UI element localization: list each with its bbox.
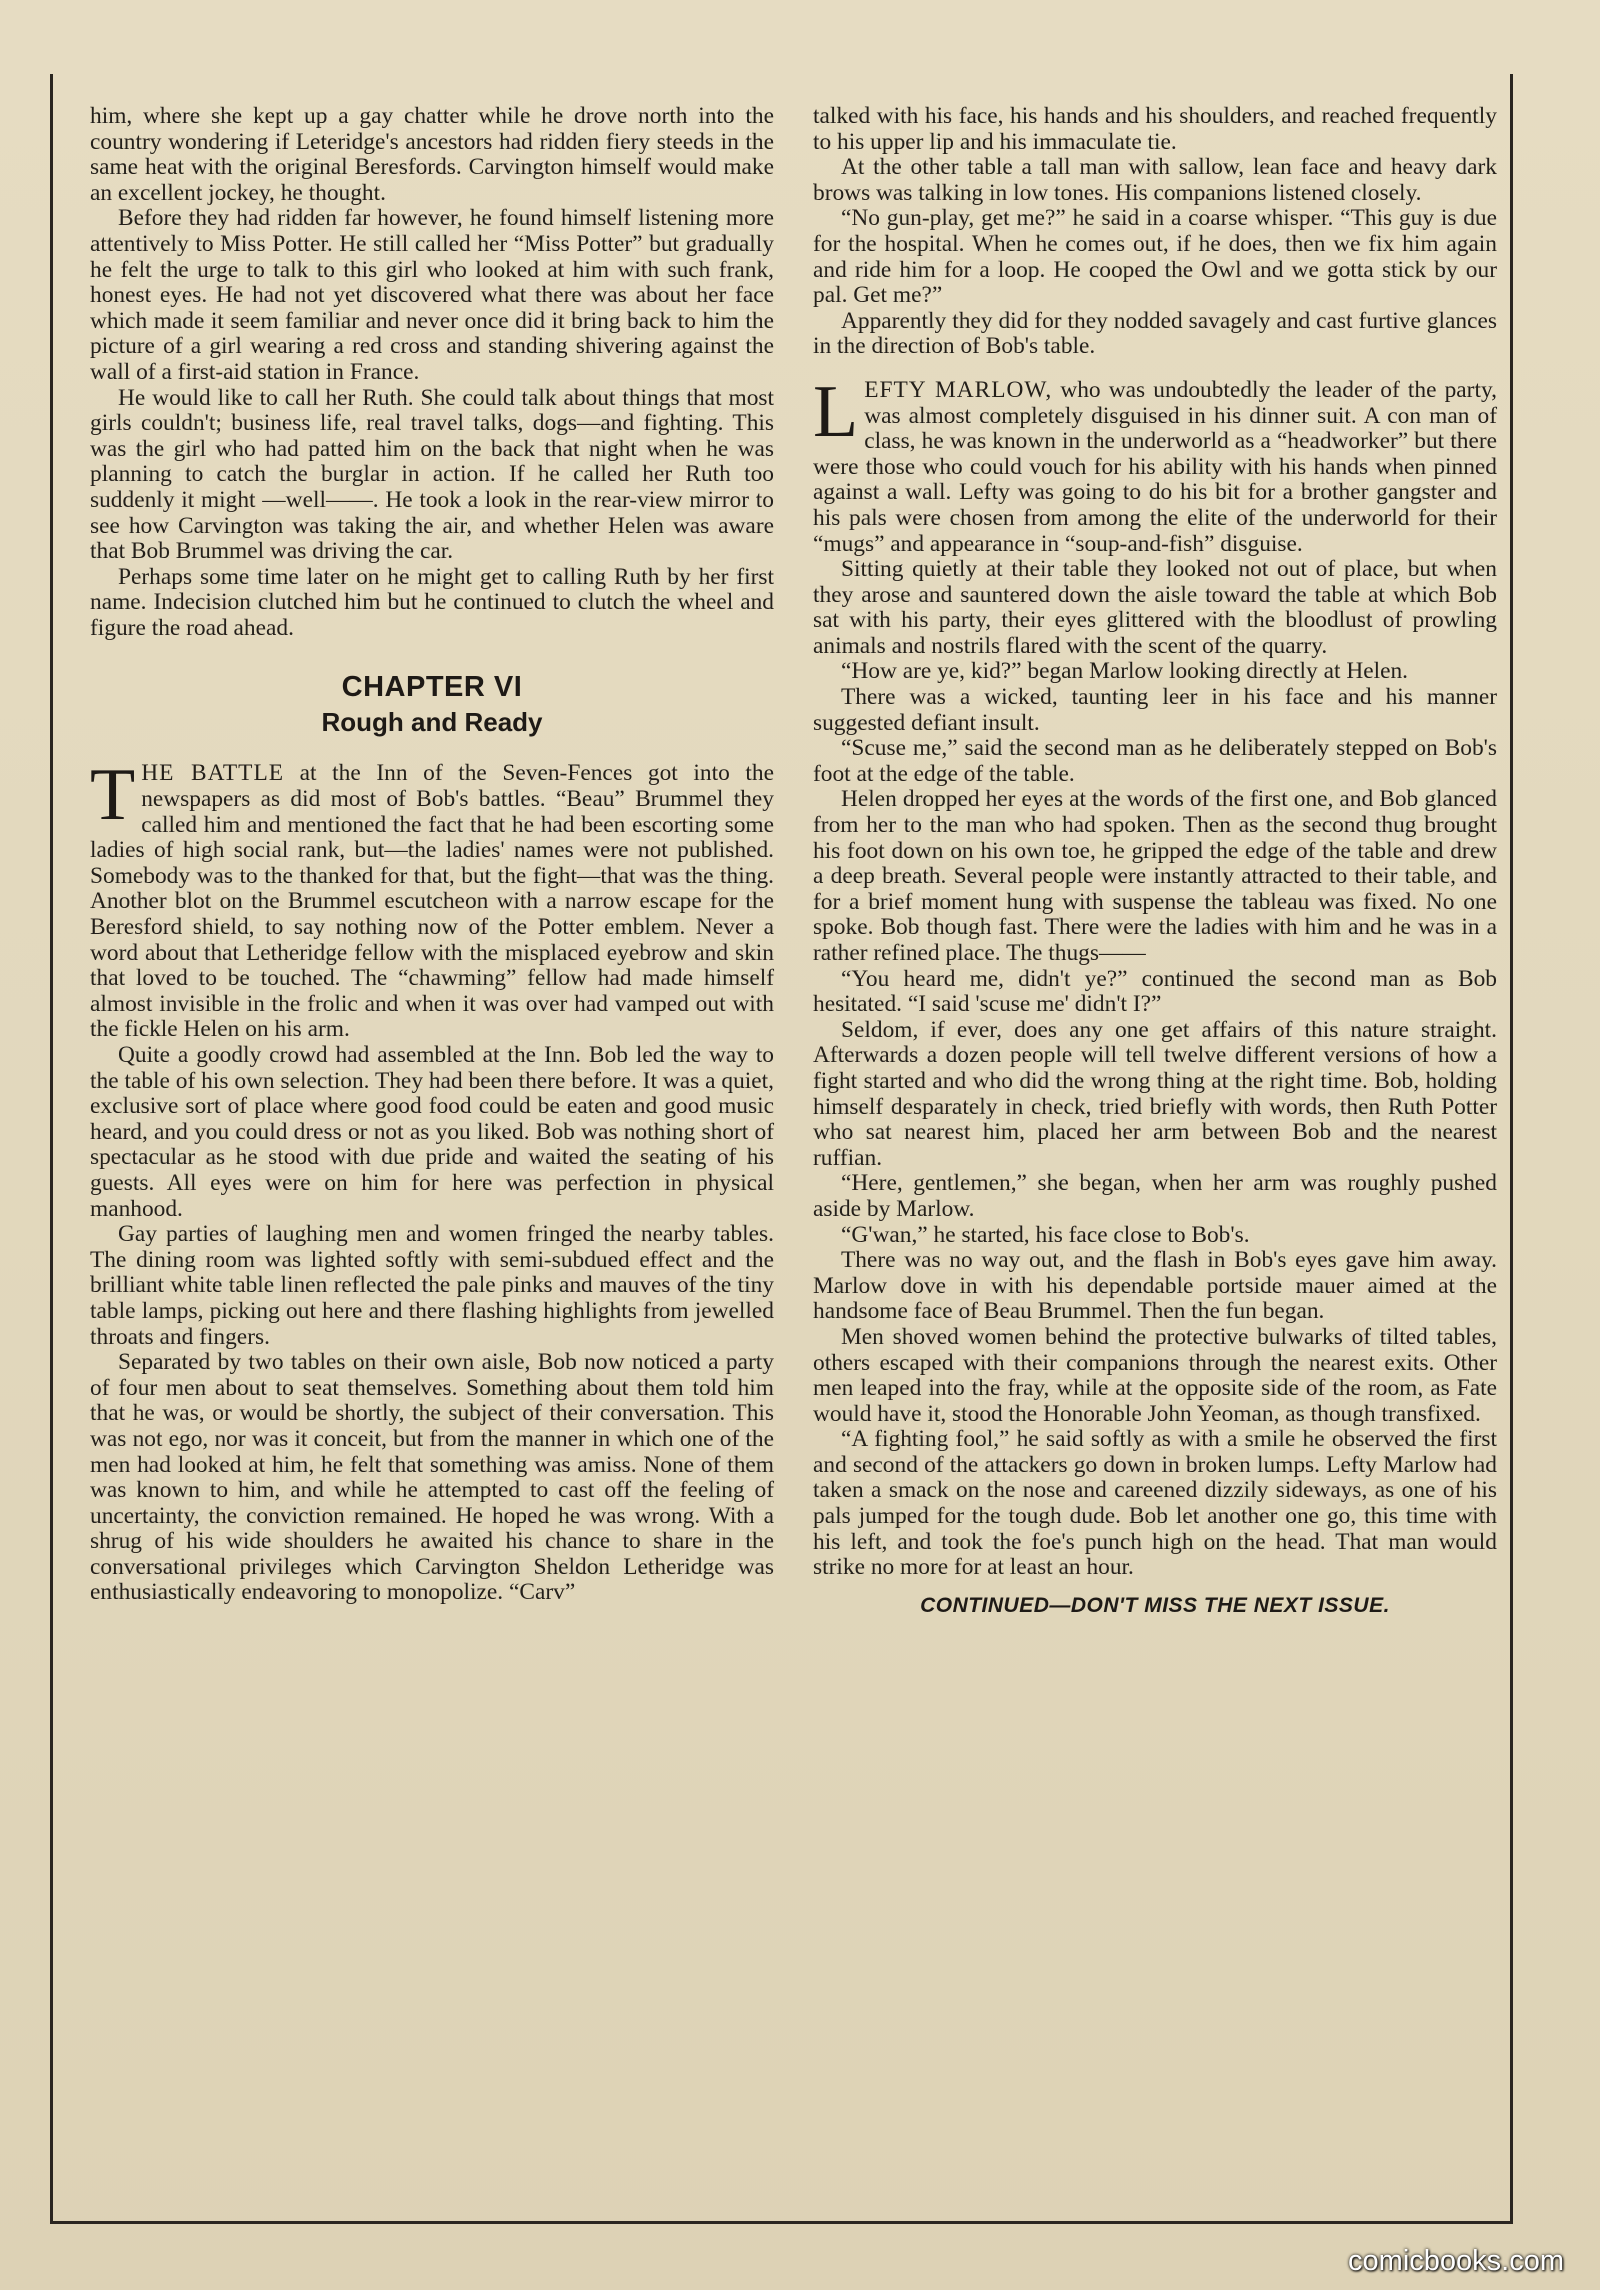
lead-caps: EFTY MARLOW, xyxy=(864,376,1053,403)
paragraph: He would like to call her Ruth. She could talk about things that most girls couldn't; business life, real travel talks, dogs—and fighting. This was the girl who had patted him on the back that night when he was planning to catch the burglar in action. If he called her Ruth too suddenly it might —well——. He took a look in the rear-view mirror to see how Carvington was taking the air, and whether Helen was aware that Bob Brummel was driving the car. xyxy=(90,384,774,565)
watermark: comicbooks.com xyxy=(1348,2245,1564,2277)
section-lead-paragraph xyxy=(813,370,1497,557)
paragraph: “A fighting fool,” he said softly as with a smile he observed the first and second of the attackers go down in broken lumps. Lefty Marlow had taken a smack on the nose and careened dizzily sideways, as one of his pals jumped for the tough dude. Bob let another one go, this time with his left, and took the foe's punch high on the head. That man would strike no more for at least an hour. xyxy=(813,1426,1497,1581)
paragraph: “How are ye, kid?” began Marlow looking directly at Helen. xyxy=(841,658,1409,685)
paragraph: There was no way out, and the flash in Bob's eyes gave him away. Marlow dove in with his dependable portside mauer aimed at the handsome face of Beau Brummel. Then the fun began. xyxy=(813,1247,1497,1325)
right-column xyxy=(813,104,1497,1618)
lead-text: who was undoubtedly the leader of the party, was almost completely disguised in his dinner suit. A con man of class, he was known in the underworld as a “headworker” but there were those who could vouch for his ability with his hands when pinned against a wall. Lefty was going to do his bit for a brother gangster and his pals were chosen from among the elite of the underworld for their “mugs” and appearance in “soup-and-fish” disguise. xyxy=(813,376,1497,557)
paragraph: Perhaps some time later on he might get to calling Ruth by her first name. Indecision clutched him but he continued to clutch the wheel and figure the road ahead. xyxy=(90,563,774,641)
paragraph: Quite a goodly crowd had assembled at the Inn. Bob led the way to the table of his own selection. They had been there before. It was a quiet, exclusive sort of place where good food could be eaten and good music heard, and you could dress or not as you liked. Bob was nothing short of spectacular as he stood with due pride and waited the seating of his guests. All eyes were on him for here was perfection in physical manhood. xyxy=(90,1042,774,1222)
paragraph: “Here, gentlemen,” she began, when her arm was roughly pushed aside by Marlow. xyxy=(813,1170,1497,1222)
drop-cap: T xyxy=(90,754,136,837)
paragraph: At the other table a tall man with sallow, lean face and heavy dark brows was talking in low tones. His companions listened closely. xyxy=(813,154,1497,206)
chapter-number: CHAPTER VI xyxy=(341,671,523,704)
paragraph: There was a wicked, taunting leer in his face and his manner suggested defiant insult. xyxy=(813,684,1497,736)
paragraph: talked with his face, his hands and his shoulders, and reached frequently to his upper lip and his immaculate tie. xyxy=(813,103,1497,155)
paragraph: “No gun-play, get me?” he said in a coarse whisper. “This guy is due for the hospital. When he comes out, if he does, then we fix him again and ride him for a loop. He cooped the Owl and we gotta stick by our pal. Get me?” xyxy=(813,205,1497,309)
paragraph: Before they had ridden far however, he found himself listening more attentively to Miss Potter. He still called her “Miss Potter” but gradually he felt the urge to talk to this girl who looked at him with such frank, honest eyes. He had not yet discovered what there was about her face which made it seem familiar and never once did it bring back to him the picture of a girl wearing a red cross and standing shivering against the wall of a first-aid station in France. xyxy=(90,205,774,385)
paragraph: him, where she kept up a gay chatter while he drove north into the country wondering if Leteridge's ancestors had ridden fiery steeds in the same heat with the original Beresfords. Carvington himself would make an excellent jockey, he thought. xyxy=(90,103,774,206)
chapter-lead-paragraph xyxy=(90,754,774,1043)
paragraph: “G'wan,” he started, his face close to Bob's. xyxy=(841,1221,1250,1248)
paragraph: Men shoved women behind the protective bulwarks of tilted tables, others escaped with their companions through the nearest exits. Other men leaped into the fray, while at the opposite side of the room, as Fate would have it, stood the Honorable John Yeoman, as though transfixed. xyxy=(813,1323,1497,1427)
paragraph: Apparently they did for they nodded savagely and cast furtive glances in the direction of Bob's table. xyxy=(813,307,1497,360)
paragraph: Sitting quietly at their table they looked not out of place, but when they arose and sauntered down the aisle toward the table at which Bob sat with his party, their eyes glittered with the bloodlust of prowling animals and nostrils flared with the scent of the quarry. xyxy=(813,556,1497,659)
chapter-heading xyxy=(90,669,774,739)
paragraph: Helen dropped her eyes at the words of the first one, and Bob glanced from her to the man who had spoken. Then as the second thug brought his foot down on his own toe, he gripped the edge of the table and drew a deep breath. Several people were instantly attracted to their table, and for a brief moment hung with suspense the tableau was fixed. No one spoke. Bob though fast. There were the ladies with him and he was in a rather refined place. The thugs—— xyxy=(813,786,1497,966)
paragraph: Seldom, if ever, does any one get affairs of this nature straight. Afterwards a dozen people will tell twelve different versions of how a fight started and who did the wrong thing at the right time. Bob, holding himself desparately in check, tried briefly with words, then Ruth Potter who sat nearest him, placed her arm between Bob and the nearest ruffian. xyxy=(813,1016,1497,1171)
chapter-title: Rough and Ready xyxy=(321,707,543,738)
paragraph: “You heard me, didn't ye?” continued the second man as Bob hesitated. “I said 'scuse me' didn't I?” xyxy=(813,965,1497,1018)
left-column xyxy=(90,104,774,1606)
lead-text: at the Inn of the Seven-Fences got into the newspapers as did most of Bob's battles. “Beau” Brummel they called him and mentioned the fact that he had been escorting some ladies of high social rank, but—the ladies' names were not published. Somebody was to the thanked for that, but the fight—that was the thing. Another blot on the Brummel escutcheon with a narrow escape for the Beresford shield, to say nothing now of the Potter emblem. Never a word about that Letheridge fellow with the misplaced eyebrow and skin that loved to be touched. The “chawming” fellow had made himself almost invisible in the frolic and when it was over had vamped out with the fickle Helen on his arm. xyxy=(90,760,774,1043)
paragraph: Separated by two tables on their own aisle, Bob now noticed a party of four men about to seat themselves. Something about them told him that he was, or would be shortly, the subject of their conversation. This was not ego, nor was it conceit, but from the manner in which one of the men had looked at him, he felt that something was amiss. None of them was known to him, and while he attempted to cast off the feeling of uncertainty, the conviction remained. He hoped he was wrong. With a shrug of his wide shoulders he awaited his chance to share in the conversational privileges which Carvington Sheldon Letheridge was enthusiastically endeavoring to monopolize. “Carv” xyxy=(90,1349,774,1606)
lead-caps: HE BATTLE xyxy=(141,760,285,787)
continued-note: CONTINUED—DON'T MISS THE NEXT ISSUE. xyxy=(920,1593,1390,1617)
paragraph: Gay parties of laughing men and women fringed the nearby tables. The dining room was lighted softly with semi-subdued effect and the brilliant white table linen reflected the pale pinks and mauves of the tiny table lamps, picking out here and there flashing highlights from jewelled throats and fingers. xyxy=(90,1221,774,1350)
drop-cap: L xyxy=(813,370,859,453)
paragraph: “Scuse me,” said the second man as he deliberately stepped on Bob's foot at the edge of the table. xyxy=(813,735,1497,787)
